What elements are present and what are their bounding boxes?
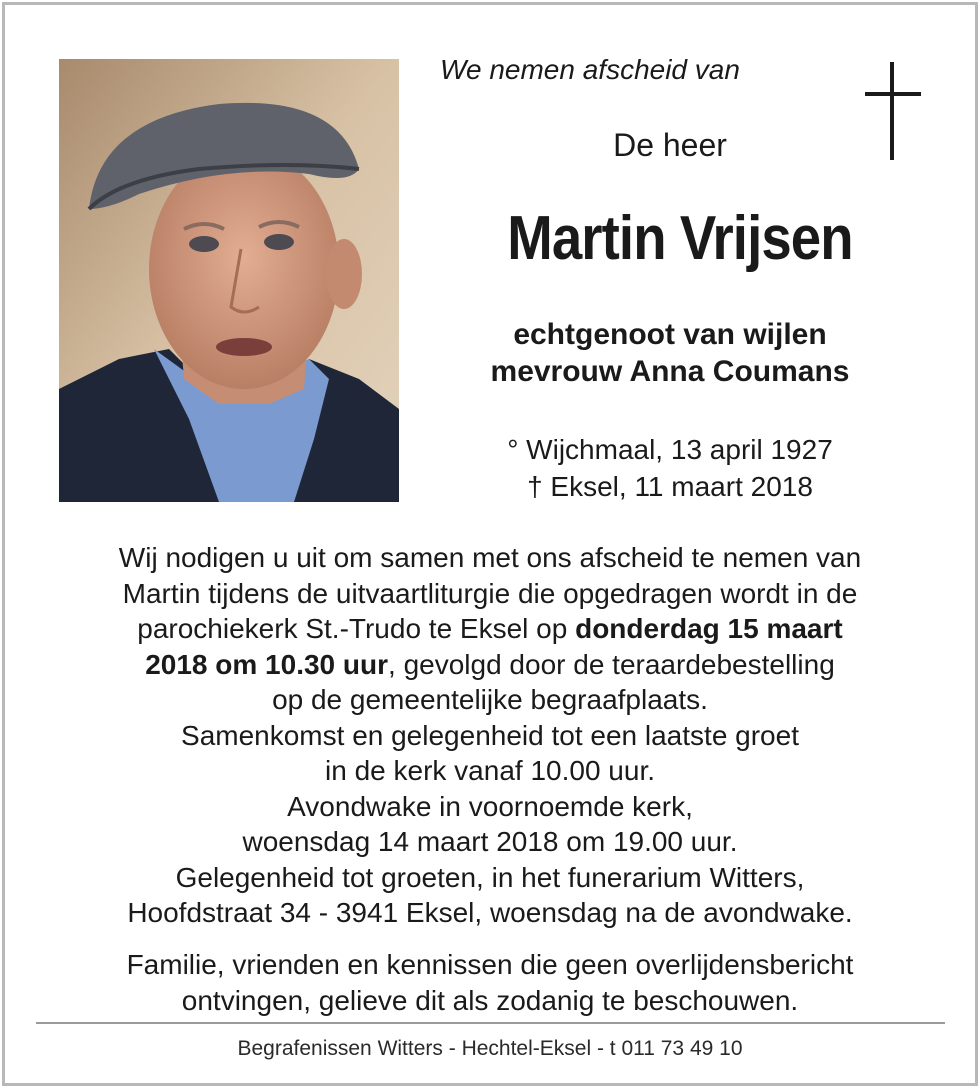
body-line: Martin tijdens de uitvaartliturgie die opgedragen wordt in de bbox=[122, 577, 858, 609]
spouse-line-1: echtgenoot van wijlen bbox=[513, 318, 827, 351]
footer-divider bbox=[36, 1022, 945, 1024]
portrait-photo bbox=[59, 59, 399, 502]
intro-text: We nemen afscheid van bbox=[440, 54, 740, 85]
closing-notice bbox=[40, 947, 940, 1018]
birth-date: ° Wijchmaal, 13 april 1927 bbox=[507, 434, 833, 465]
spouse-line-2: mevrouw Anna Coumans bbox=[490, 355, 850, 388]
body-line: Avondwake in voornoemde kerk, bbox=[287, 790, 693, 822]
body-line: Hoofdstraat 34 - 3941 Eksel, woensdag na de avondwake. bbox=[127, 897, 853, 928]
service-date: donderdag 15 maart bbox=[575, 613, 843, 644]
closing-line-1: Familie, vrienden en kennissen die geen overlijdensbericht bbox=[126, 949, 854, 980]
body-line: Gelegenheid tot groeten, in het funerarium Witters, bbox=[175, 861, 805, 893]
body-line: Wij nodigen u uit om samen met ons afscheid te nemen van bbox=[118, 542, 862, 573]
body-text-plain: , gevolgd door de teraardebestelling bbox=[388, 648, 835, 680]
body-line: Samenkomst en gelegenheid tot een laatste groet bbox=[181, 719, 799, 751]
funeral-home-footer: Begrafenissen Witters - Hechtel-Eksel - t 011 73 49 10 bbox=[237, 1037, 743, 1060]
body-text-plain: parochiekerk St.-Trudo te Eksel op bbox=[137, 613, 576, 644]
body-line: op de gemeentelijke begraafplaats. bbox=[272, 684, 708, 715]
honorific: De heer bbox=[613, 127, 727, 163]
death-date: † Eksel, 11 maart 2018 bbox=[527, 471, 813, 502]
body-line: in de kerk vanaf 10.00 uur. bbox=[325, 755, 655, 786]
service-time: 2018 om 10.30 uur bbox=[145, 648, 389, 680]
funeral-details bbox=[40, 540, 940, 931]
deceased-name: Martin Vrijsen bbox=[507, 204, 853, 273]
body-line: woensdag 14 maart 2018 om 19.00 uur. bbox=[242, 826, 738, 857]
spouse-info bbox=[420, 316, 920, 390]
body-line bbox=[40, 611, 940, 647]
life-dates bbox=[420, 431, 920, 505]
body-line bbox=[40, 647, 940, 683]
closing-line-2: ontvingen, gelieve dit als zodanig te beschouwen. bbox=[181, 984, 799, 1016]
